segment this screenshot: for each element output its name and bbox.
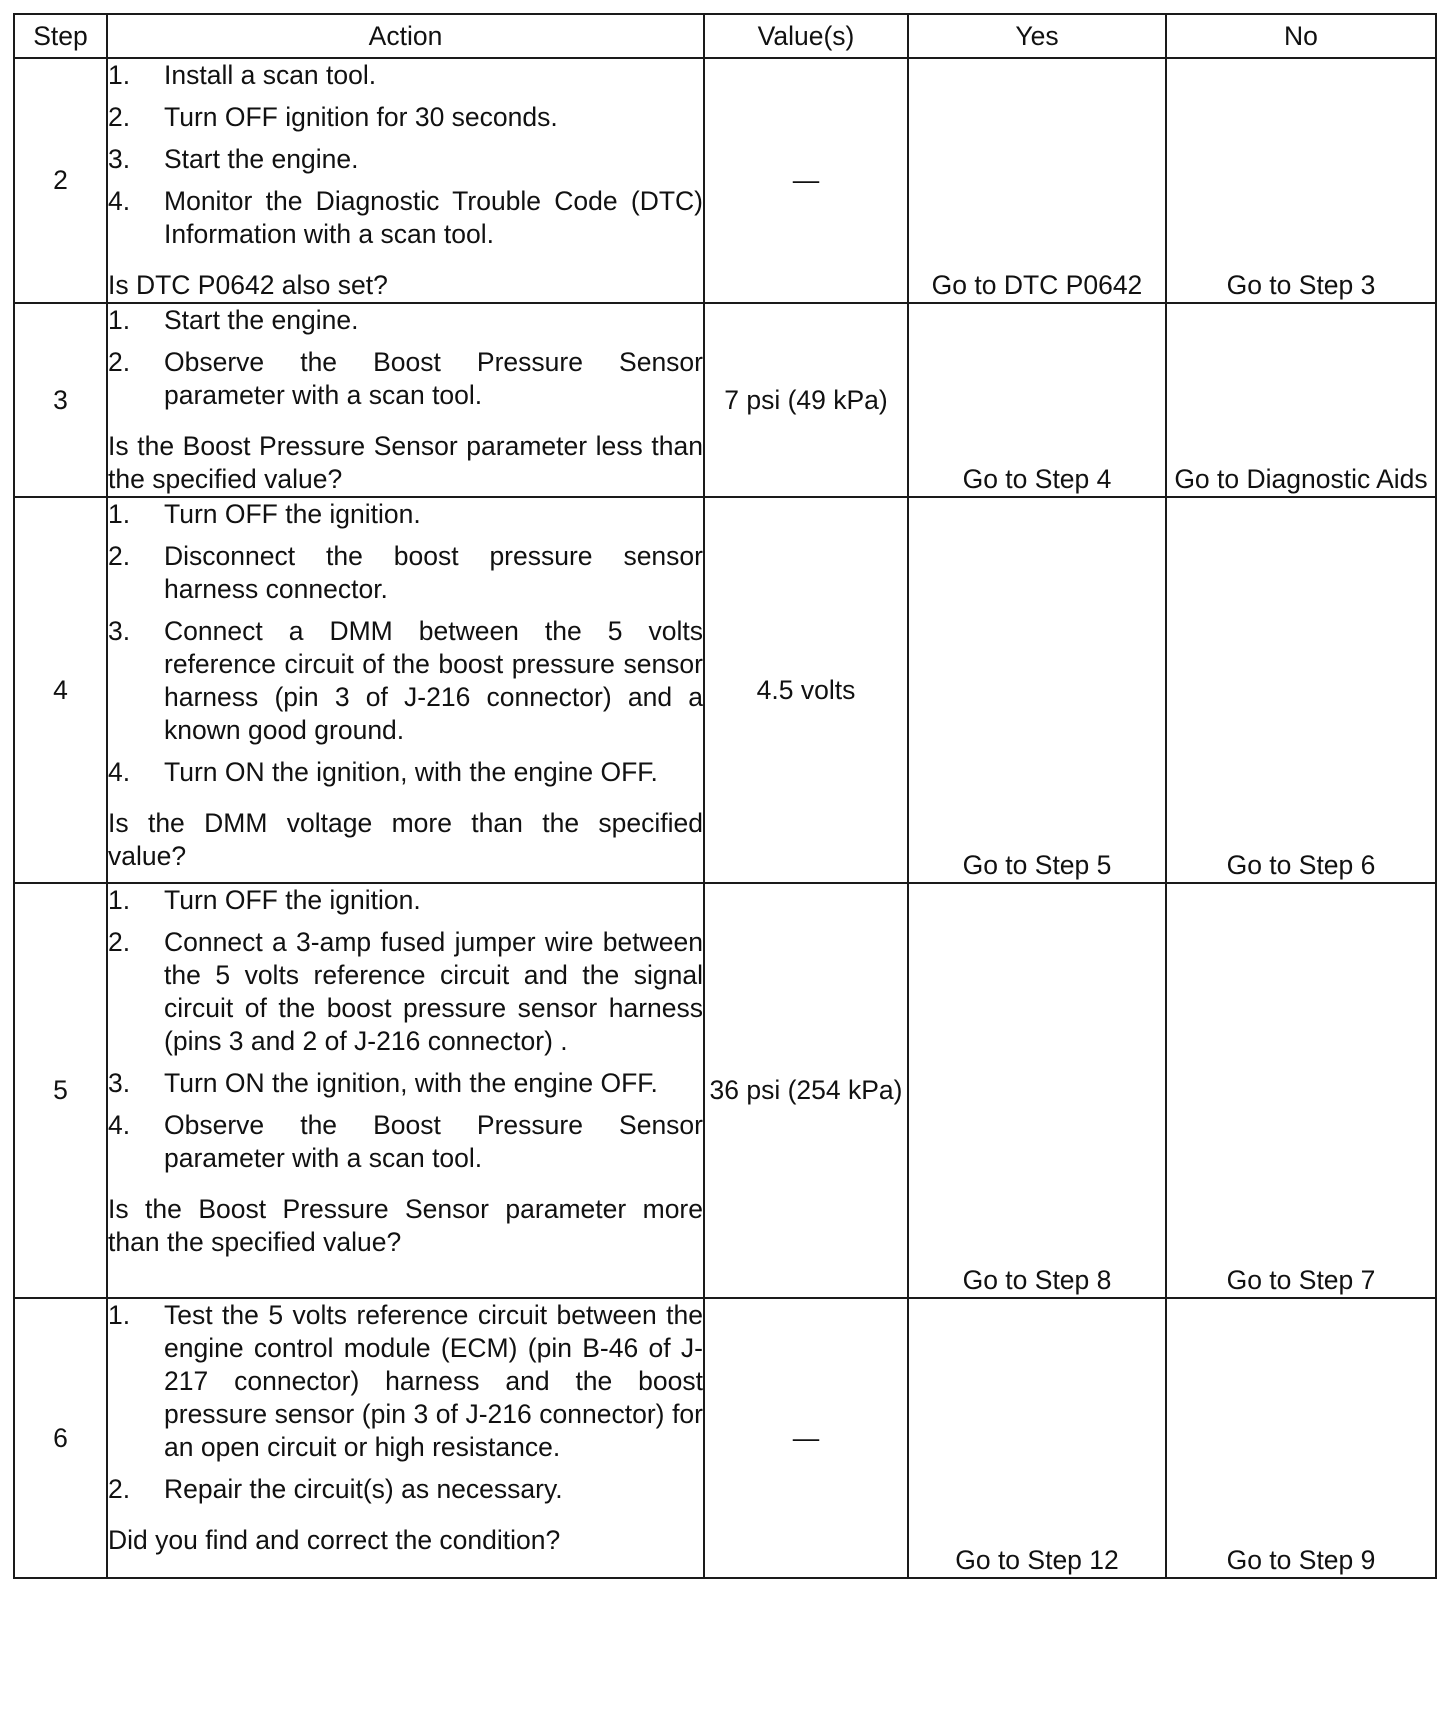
action-question: Is the DMM voltage more than the specified value? — [108, 808, 703, 871]
action-item-number: 1. — [108, 60, 131, 90]
action-item-number: 2. — [108, 102, 131, 132]
action-item-number: 3. — [108, 144, 131, 174]
action-cell — [107, 1298, 704, 1578]
header-values: Value(s) — [704, 14, 908, 58]
value-cell: — — [704, 1298, 908, 1578]
step-number: 6 — [14, 1298, 107, 1578]
action-item — [108, 1067, 703, 1100]
yes-outcome: Go to DTC P0642 — [908, 58, 1166, 303]
header-step: Step — [14, 14, 107, 58]
action-item — [108, 185, 703, 251]
action-item-text: Turn ON the ignition, with the engine OFF. — [164, 757, 658, 787]
action-question: Did you find and correct the condition? — [108, 1525, 561, 1555]
step-number: 4 — [14, 497, 107, 883]
action-item — [108, 615, 703, 747]
action-item-number: 1. — [108, 499, 131, 529]
table-row — [14, 497, 1436, 883]
action-item — [108, 756, 703, 789]
action-item-text: Turn ON the ignition, with the engine OFF. — [164, 1068, 658, 1098]
action-item — [108, 926, 703, 1058]
step-number: 3 — [14, 303, 107, 497]
value-cell: 36 psi (254 kPa) — [704, 883, 908, 1298]
action-item-text: Connect a DMM between the 5 volts reference circuit of the boost pressure sensor harness (pin 3 of J-216 connector) and a known good ground. — [164, 616, 703, 745]
value-cell: 7 psi (49 kPa) — [704, 303, 908, 497]
yes-outcome: Go to Step 12 — [908, 1298, 1166, 1578]
yes-outcome: Go to Step 4 — [908, 303, 1166, 497]
action-item-number: 3. — [108, 616, 131, 646]
action-item-text: Connect a 3-amp fused jumper wire between the 5 volts reference circuit and the signal circuit of the boost pressure sensor harness (pins 3 and 2 of J-216 connector) . — [164, 927, 703, 1056]
action-item-number: 3. — [108, 1068, 131, 1098]
header-action: Action — [107, 14, 704, 58]
no-outcome: Go to Step 3 — [1166, 58, 1436, 303]
yes-outcome: Go to Step 8 — [908, 883, 1166, 1298]
action-item-text: Disconnect the boost pressure sensor harness connector. — [164, 541, 703, 604]
action-item — [108, 143, 703, 176]
table-row — [14, 1298, 1436, 1578]
action-item-number: 1. — [108, 305, 131, 335]
action-item-number: 2. — [108, 927, 131, 957]
action-item — [108, 540, 703, 606]
action-item-number: 4. — [108, 757, 131, 787]
action-item-text: Observe the Boost Pressure Sensor parameter with a scan tool. — [164, 1110, 703, 1173]
action-item — [108, 346, 703, 412]
action-item-text: Start the engine. — [164, 144, 359, 174]
action-list — [108, 884, 703, 1175]
table-row — [14, 58, 1436, 303]
yes-outcome: Go to Step 5 — [908, 497, 1166, 883]
action-cell — [107, 303, 704, 497]
action-item — [108, 1109, 703, 1175]
table-body — [14, 58, 1436, 1578]
action-item-text: Turn OFF the ignition. — [164, 499, 421, 529]
header-row — [14, 14, 1436, 58]
action-item — [108, 59, 703, 92]
action-item-number: 2. — [108, 1474, 131, 1504]
header-yes: Yes — [908, 14, 1166, 58]
action-item-text: Start the engine. — [164, 305, 359, 335]
action-cell — [107, 497, 704, 883]
header-no: No — [1166, 14, 1436, 58]
action-item-text: Turn OFF the ignition. — [164, 885, 421, 915]
action-list — [108, 1299, 703, 1506]
action-item — [108, 101, 703, 134]
action-item-text: Observe the Boost Pressure Sensor parameter with a scan tool. — [164, 347, 703, 410]
value-cell: 4.5 volts — [704, 497, 908, 883]
action-item — [108, 1473, 703, 1506]
action-item — [108, 884, 703, 917]
action-item-number: 1. — [108, 1300, 131, 1330]
action-item-text: Install a scan tool. — [164, 60, 377, 90]
table-row — [14, 883, 1436, 1298]
action-item-text: Turn OFF ignition for 30 seconds. — [164, 102, 558, 132]
action-item — [108, 498, 703, 531]
action-list — [108, 304, 703, 412]
no-outcome: Go to Diagnostic Aids — [1166, 303, 1436, 497]
action-item-text: Monitor the Diagnostic Trouble Code (DTC) Information with a scan tool. — [164, 186, 703, 249]
step-number: 2 — [14, 58, 107, 303]
step-number: 5 — [14, 883, 107, 1298]
action-item-number: 2. — [108, 347, 131, 377]
action-item — [108, 1299, 703, 1464]
action-question: Is DTC P0642 also set? — [108, 270, 388, 300]
action-cell — [107, 883, 704, 1298]
action-question: Is the Boost Pressure Sensor parameter less than the specified value? — [108, 431, 703, 494]
action-item-number: 4. — [108, 1110, 131, 1140]
action-question: Is the Boost Pressure Sensor parameter more than the specified value? — [108, 1194, 703, 1257]
action-item-text: Test the 5 volts reference circuit between the engine control module (ECM) (pin B-46 of J-217 connector) harness and the boost pressure sensor (pin 3 of J-216 connector) for an open circuit or high resistance. — [164, 1300, 703, 1462]
diagnostic-table-page — [13, 13, 1435, 1579]
action-item-number: 4. — [108, 186, 131, 216]
action-list — [108, 498, 703, 789]
action-list — [108, 59, 703, 251]
no-outcome: Go to Step 7 — [1166, 883, 1436, 1298]
diagnostic-table — [13, 13, 1437, 1579]
action-item-text: Repair the circuit(s) as necessary. — [164, 1474, 563, 1504]
no-outcome: Go to Step 6 — [1166, 497, 1436, 883]
action-item-number: 2. — [108, 541, 131, 571]
no-outcome: Go to Step 9 — [1166, 1298, 1436, 1578]
action-cell — [107, 58, 704, 303]
action-item-number: 1. — [108, 885, 131, 915]
table-row — [14, 303, 1436, 497]
action-item — [108, 304, 703, 337]
value-cell: — — [704, 58, 908, 303]
